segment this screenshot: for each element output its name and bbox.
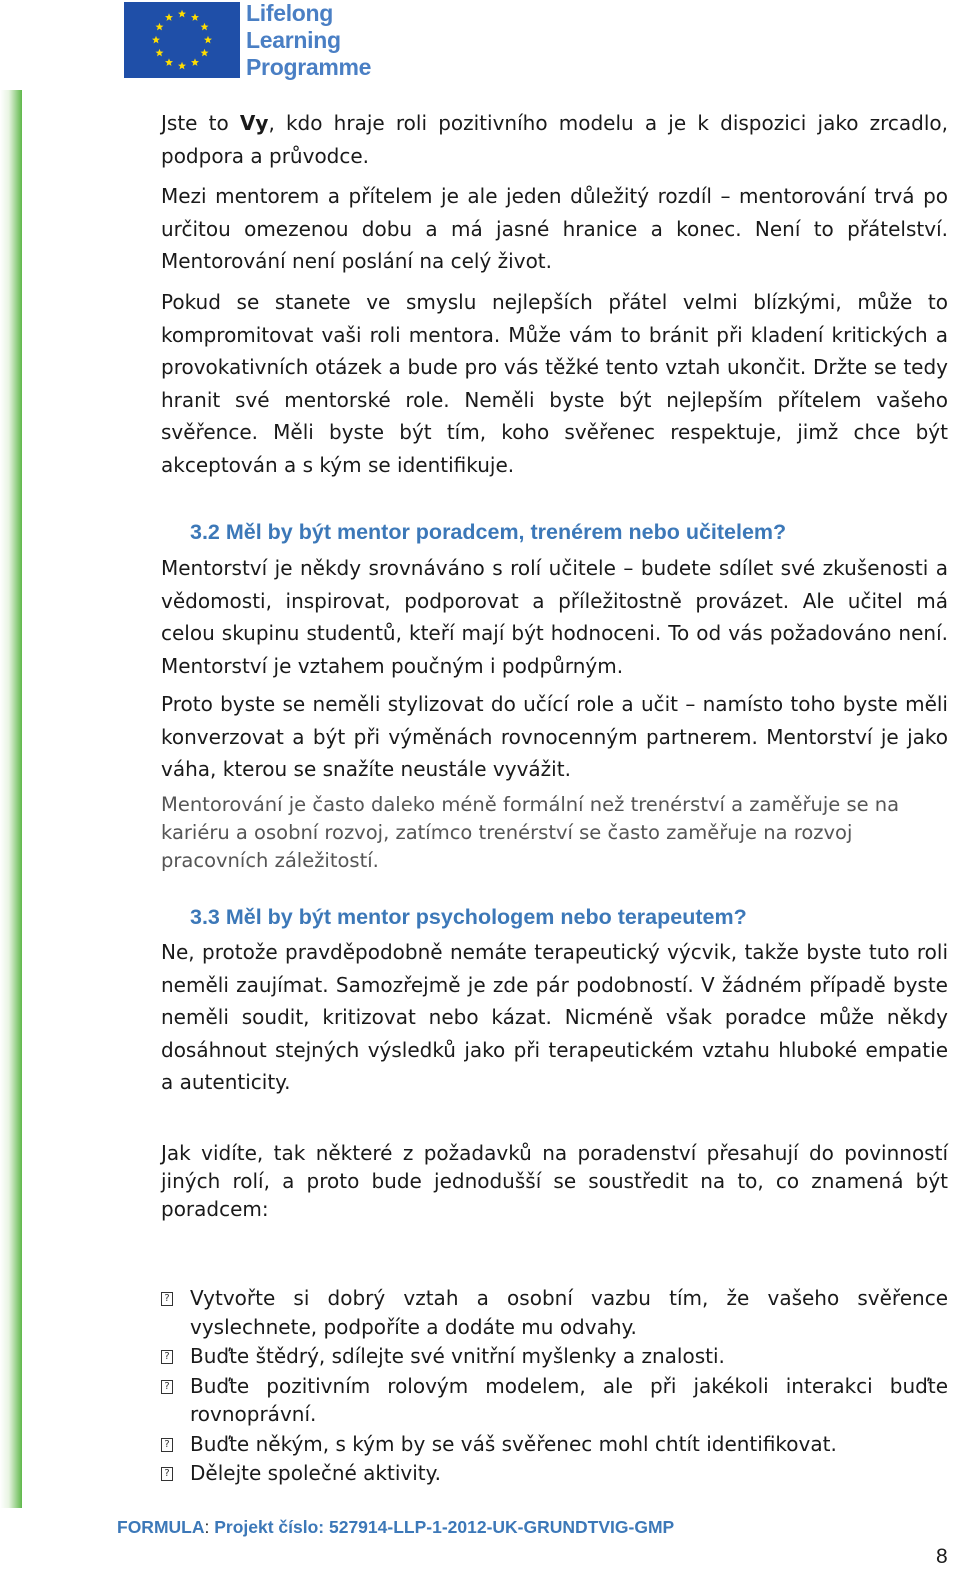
left-decorative-bar xyxy=(0,90,22,1508)
footer-project xyxy=(117,1517,674,1538)
llp-logo xyxy=(124,2,371,78)
paragraph-6: Mentorování je často daleko méně formální než trenérství a zaměřuje se na kariéru a osobní rozvoj, zatímco trenérství se často zaměřuje na rozvoj pracovních záležitostí. xyxy=(161,793,900,872)
logo-line-1: Lifelong xyxy=(246,0,334,26)
bullet-icon: ? xyxy=(161,1467,173,1481)
bullet-icon: ? xyxy=(161,1438,173,1452)
footer-project-number: Projekt číslo: 527914-LLP-1-2012-UK-GRUNDTVIG-GMP xyxy=(209,1517,675,1537)
bullet-icon: ? xyxy=(161,1292,173,1306)
list-item: ? Buďte štědrý, sdílejte své vnitřní myšlenky a znalosti. xyxy=(161,1342,948,1371)
logo-text xyxy=(246,2,371,78)
paragraph-7: Ne, protože pravděpodobně nemáte terapeutický výcvik, takže byste tuto roli neměli zaujímat. Samozřejmě je zde pár podobností. V žádném případě byste neměli soudit, kritizovat nebo kázat. Nicméně však poradce může někdy dosáhnout stejných výsledků jako při terapeutickém vztahu hluboké empatie a autenticity. xyxy=(161,940,948,1094)
page-number: 8 xyxy=(936,1545,948,1568)
paragraph-8: Jak vidíte, tak některé z požadavků na poradenství přesahují do povinností jiných rolí, a proto bude jednodušší se soustředit na to, co znamená být poradcem: xyxy=(161,1141,948,1221)
heading-3-2: 3.2 Měl by být mentor poradcem, trenérem nebo učitelem? xyxy=(190,520,787,544)
logo-line-2: Learning xyxy=(246,26,341,53)
bullet-icon: ? xyxy=(161,1380,173,1394)
paragraph-2: Mezi mentorem a přítelem je ale jeden důležitý rozdíl – mentorování trvá po určitou omezenou dobu a má jasné hranice a konec. Není to přátelství. Mentorování není poslání na celý život. xyxy=(161,184,948,273)
eu-flag-icon xyxy=(124,2,240,78)
emphasis-vy: Vy xyxy=(239,111,269,135)
logo-line-3: Programme xyxy=(246,53,372,80)
paragraph-4: Mentorství je někdy srovnáváno s rolí učitele – budete sdílet své zkušenosti a vědomosti, inspirovat, podporovat a příležitostně provázet. Ale učitel má celou skupinu studentů, kteří mají být hodnoceni. To od vás požadováno není. Mentorství je vztahem poučným i podpůrným. xyxy=(161,556,948,678)
footer-label: FORMULA xyxy=(117,1517,205,1537)
advisor-bullet-list xyxy=(161,1284,948,1489)
list-item: ? Dělejte společné aktivity. xyxy=(161,1459,948,1488)
paragraph-5: Proto byste se neměli stylizovat do učící role a učit – namísto toho byste měli konverzovat a být při výměnách rovnocenným partnerem. Mentorství je jako váha, kterou se snažíte neustále vyvážit. xyxy=(161,692,948,781)
list-item: ? Buďte pozitivním rolovým modelem, ale při jakékoli interakci buďte rovnoprávní. xyxy=(161,1372,948,1429)
heading-3-3: 3.3 Měl by být mentor psychologem nebo terapeutem? xyxy=(190,905,747,929)
paragraph-3: Pokud se stanete ve smyslu nejlepších přátel velmi blízkými, může to kompromitovat vaši roli mentora. Může vám to bránit při kladení kritických a provokativních otázek a bude pro vás těžké tento vztah ukončit. Držte se tedy hranit své mentorské role. Neměli byste být nejlepším přítelem vašeho svěřence. Měli byste být tím, koho svěřenec respektuje, jimž chce být akceptován a s kým se identifikuje. xyxy=(161,290,948,477)
list-item: ? Buďte někým, s kým by se váš svěřenec mohl chtít identifikovat. xyxy=(161,1430,948,1459)
bullet-icon: ? xyxy=(161,1350,173,1364)
paragraph-1: Jste to Vy, kdo hraje roli pozitivního modelu a je k dispozici jako zrcadlo, podpora a průvodce. xyxy=(161,111,948,168)
footer-colon: : xyxy=(204,1517,210,1537)
list-item: ? Vytvořte si dobrý vztah a osobní vazbu tím, že vašeho svěřence vyslechnete, podpoříte a dodáte mu odvahy. xyxy=(161,1284,948,1341)
